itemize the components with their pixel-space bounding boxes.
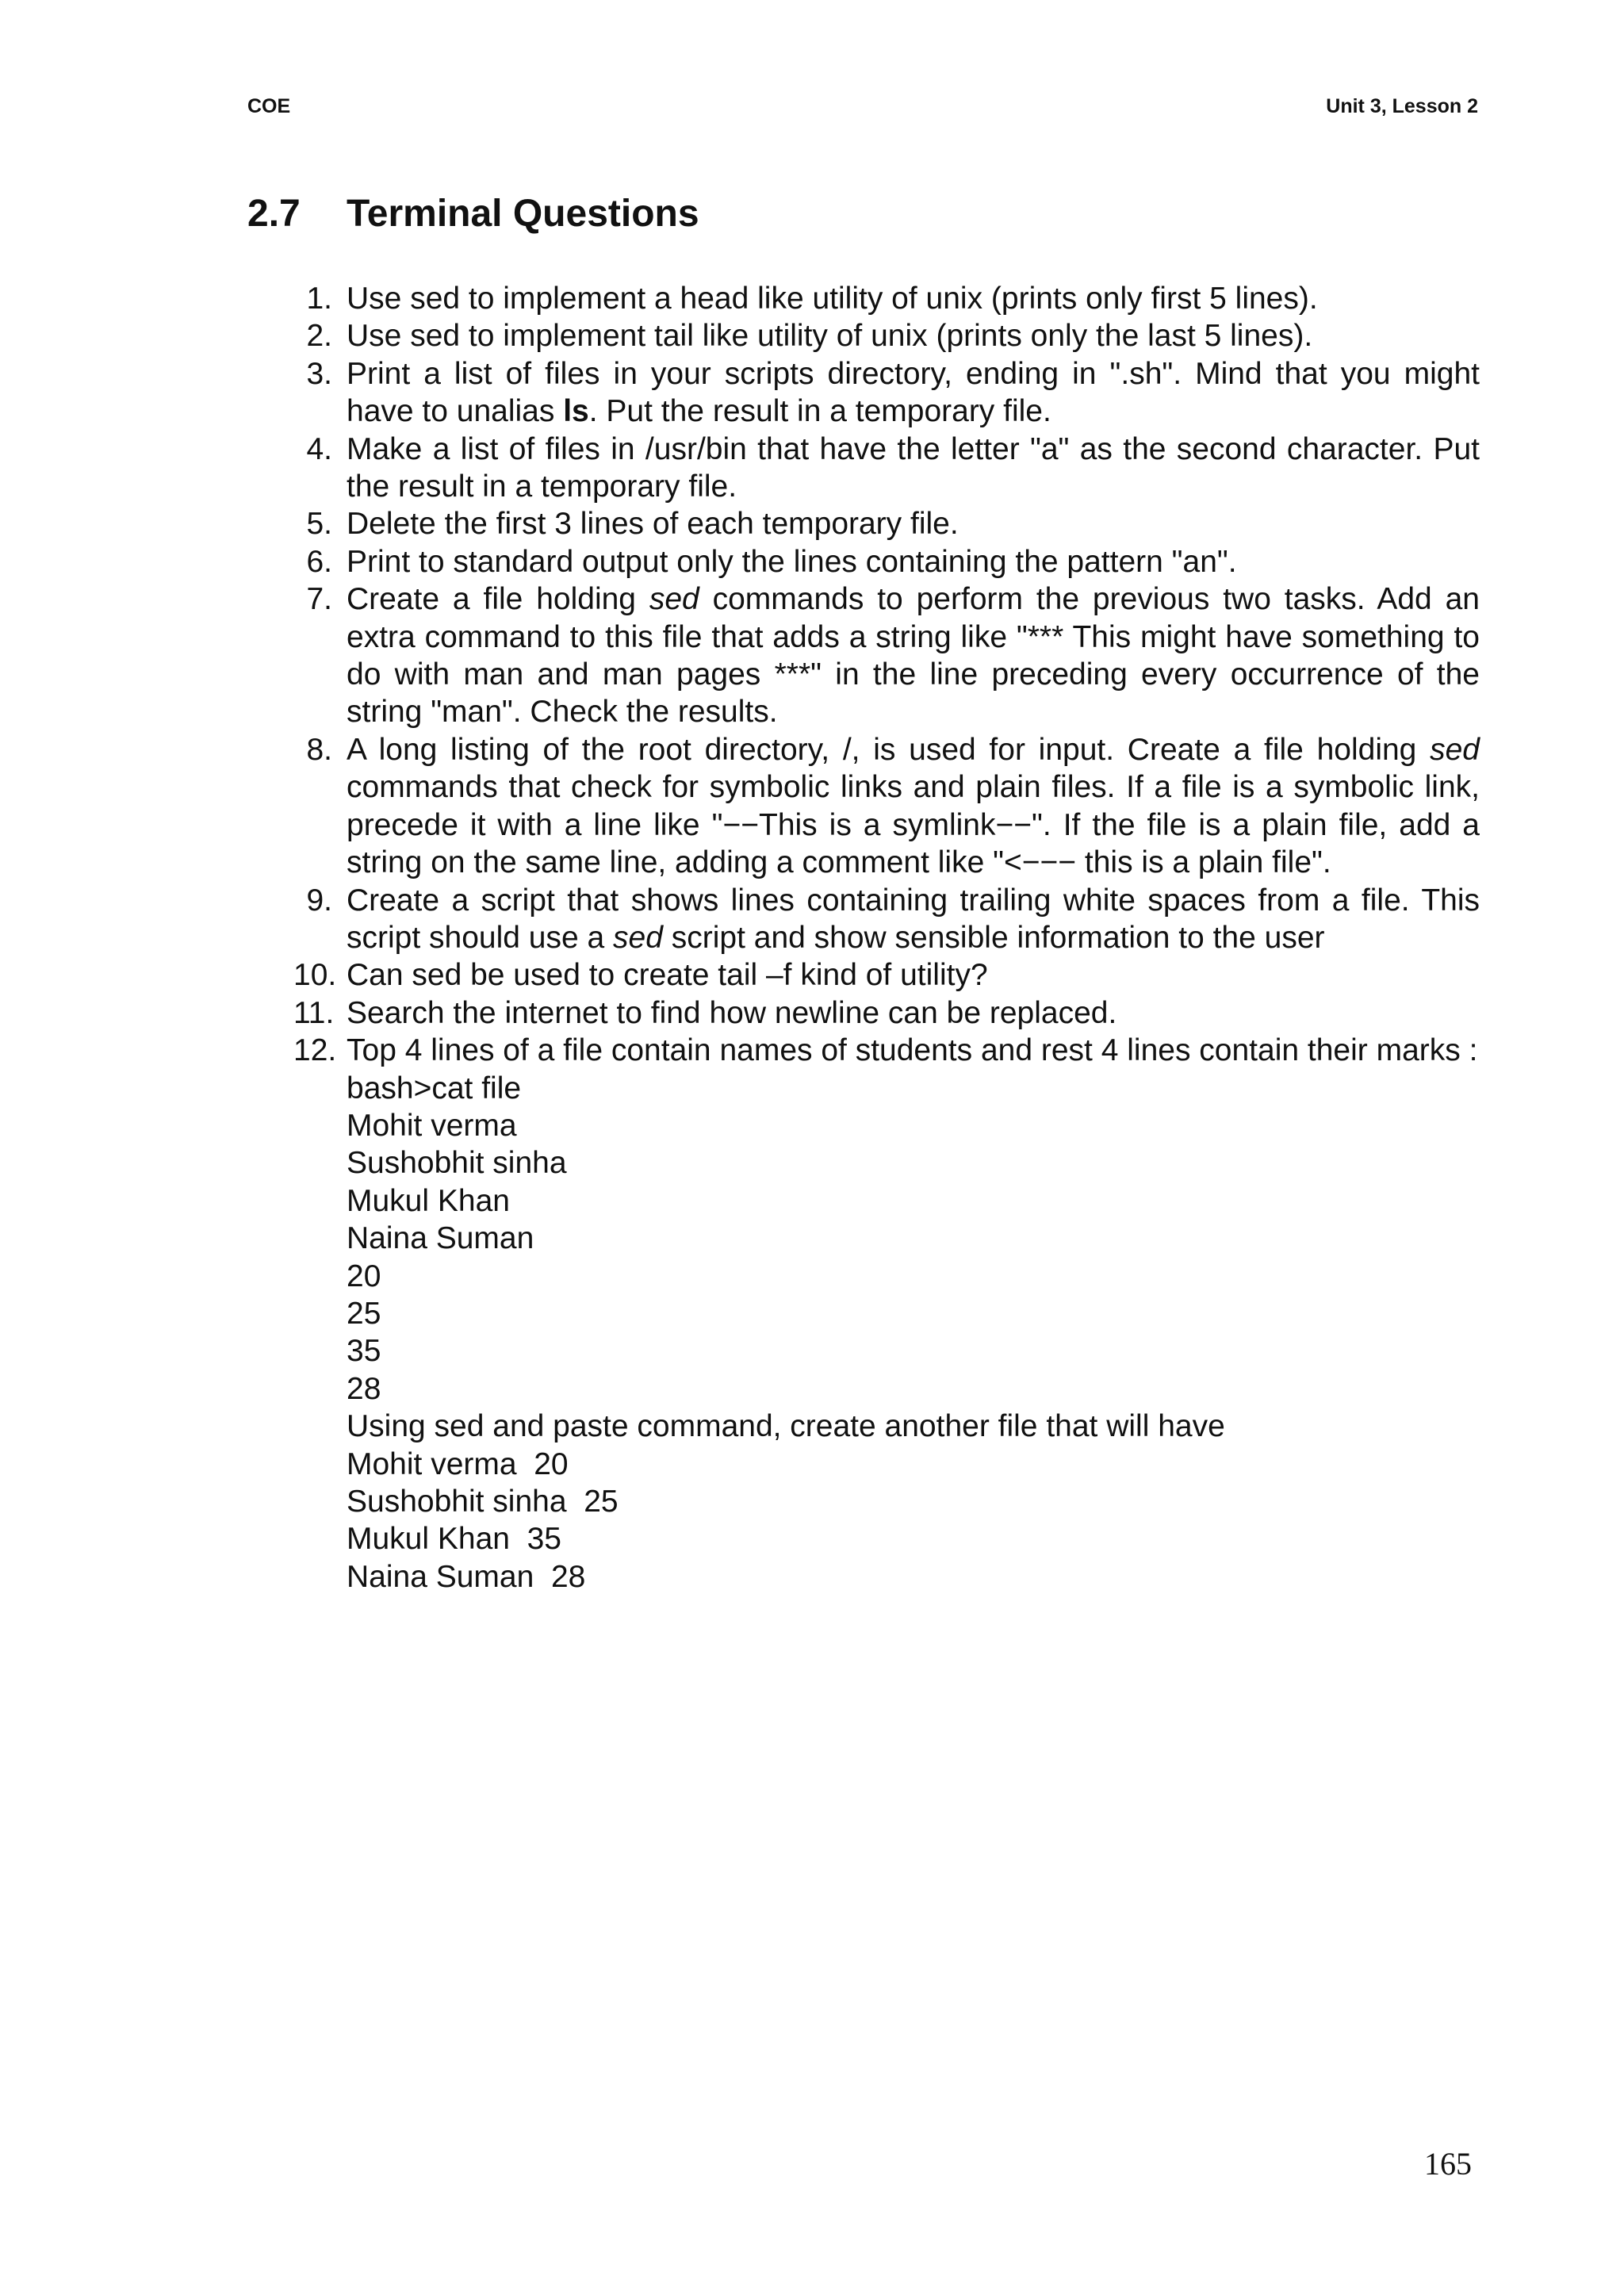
question-number: 2. — [306, 319, 332, 354]
question-text-part: Print a list of files in your scripts directory, ending in ".sh". Mind that you might have to unalias — [347, 356, 1480, 429]
running-header-left: COE — [247, 95, 291, 117]
example-line: Mohit verma 20 — [347, 1446, 569, 1481]
question-number: 8. — [306, 732, 332, 767]
question-item-2 — [262, 317, 1480, 354]
command-name-italic: sed — [1430, 732, 1480, 767]
question-text-part: Create a file holding — [347, 582, 649, 617]
question-list — [262, 280, 1480, 1596]
question-text-part: commands to perform the previous two tasks. Add an extra command to this file that adds a string like "*** This might have something to do with man and man pages ***" in the line preceding every occurrence of the string "man". Check the results. — [347, 582, 1480, 730]
question-item-8 — [262, 731, 1480, 882]
question-item-5 — [262, 505, 1480, 542]
question-text-part: A long listing of the root directory, /, is used for input. Create a file holding — [347, 732, 1431, 767]
question-number: 11. — [293, 995, 335, 1030]
example-line: 35 — [347, 1334, 381, 1369]
question-text-part: commands that check for symbolic links and plain files. If a file is a symbolic link, precede it with a line like "−−This is a symlink−−". If the file is a plain file, add a string on the same line, adding a comment like "<−−− this is a plain file". — [347, 770, 1480, 880]
example-line: Sushobhit sinha — [347, 1146, 567, 1181]
section-number: 2.7 — [247, 193, 301, 235]
command-name-bold: ls — [563, 394, 589, 429]
example-line: Using sed and paste command, create another file that will have — [347, 1409, 1225, 1444]
question-number: 1. — [306, 282, 332, 316]
running-header-right: Unit 3, Lesson 2 — [1326, 95, 1478, 117]
example-line: 25 — [347, 1296, 381, 1331]
question-text: Make a list of files in /usr/bin that have the letter "a" as the second character. Put the result in a temporary file. — [347, 431, 1480, 504]
question-text: Can sed be used to create tail –f kind of utility? — [347, 958, 988, 993]
example-lines — [347, 1070, 1480, 1596]
question-text-part: Create a script that shows lines containing trailing white spaces from a file. This script should use a — [347, 883, 1480, 955]
question-item-4 — [262, 431, 1480, 506]
question-number: 7. — [306, 582, 332, 617]
example-line: 20 — [347, 1259, 381, 1293]
question-text: Delete the first 3 lines of each temporary file. — [347, 507, 959, 542]
question-text: Use sed to implement a head like utility of unix (prints only first 5 lines). — [347, 282, 1318, 316]
question-item-9 — [262, 882, 1480, 957]
question-text: Top 4 lines of a file contain names of students and rest 4 lines contain their marks : — [347, 1033, 1478, 1068]
question-text — [347, 882, 1480, 957]
question-text — [347, 580, 1480, 731]
example-line: Mohit verma — [347, 1108, 517, 1143]
question-text-part: . Put the result in a temporary file. — [588, 394, 1051, 429]
example-line: Mukul Khan — [347, 1183, 510, 1218]
page-number: 165 — [1424, 2146, 1472, 2182]
question-text: Use sed to implement tail like utility of unix (prints only the last 5 lines). — [347, 319, 1313, 354]
question-number: 9. — [306, 883, 332, 918]
example-line: Naina Suman — [347, 1221, 534, 1256]
command-name-italic: sed — [649, 582, 699, 617]
question-text — [347, 731, 1480, 882]
question-number: 4. — [306, 431, 332, 466]
question-item-12 — [262, 1032, 1480, 1069]
question-text: Search the internet to find how newline can be replaced. — [347, 995, 1117, 1030]
question-item-1 — [262, 280, 1480, 317]
example-line: Naina Suman 28 — [347, 1559, 586, 1594]
question-item-3 — [262, 355, 1480, 431]
section-title: Terminal Questions — [347, 193, 699, 235]
section-heading — [247, 192, 699, 236]
example-line: 28 — [347, 1371, 381, 1406]
example-line: Mukul Khan 35 — [347, 1522, 562, 1557]
question-12-example — [262, 1070, 1480, 1596]
question-text — [347, 355, 1480, 431]
question-number: 5. — [306, 507, 332, 542]
example-line: bash>cat file — [347, 1071, 522, 1105]
question-item-6 — [262, 543, 1480, 580]
example-line: Sushobhit sinha 25 — [347, 1485, 619, 1519]
question-number: 3. — [306, 356, 332, 391]
question-item-10 — [262, 956, 1480, 994]
question-text: Print to standard output only the lines containing the pattern "an". — [347, 544, 1237, 579]
question-item-11 — [262, 994, 1480, 1032]
question-item-7 — [262, 580, 1480, 731]
command-name-italic: sed — [613, 920, 663, 955]
question-number: 12. — [293, 1033, 337, 1068]
question-number: 10. — [293, 958, 337, 993]
question-number: 6. — [306, 544, 332, 579]
question-text-part: script and show sensible information to the user — [662, 920, 1325, 955]
